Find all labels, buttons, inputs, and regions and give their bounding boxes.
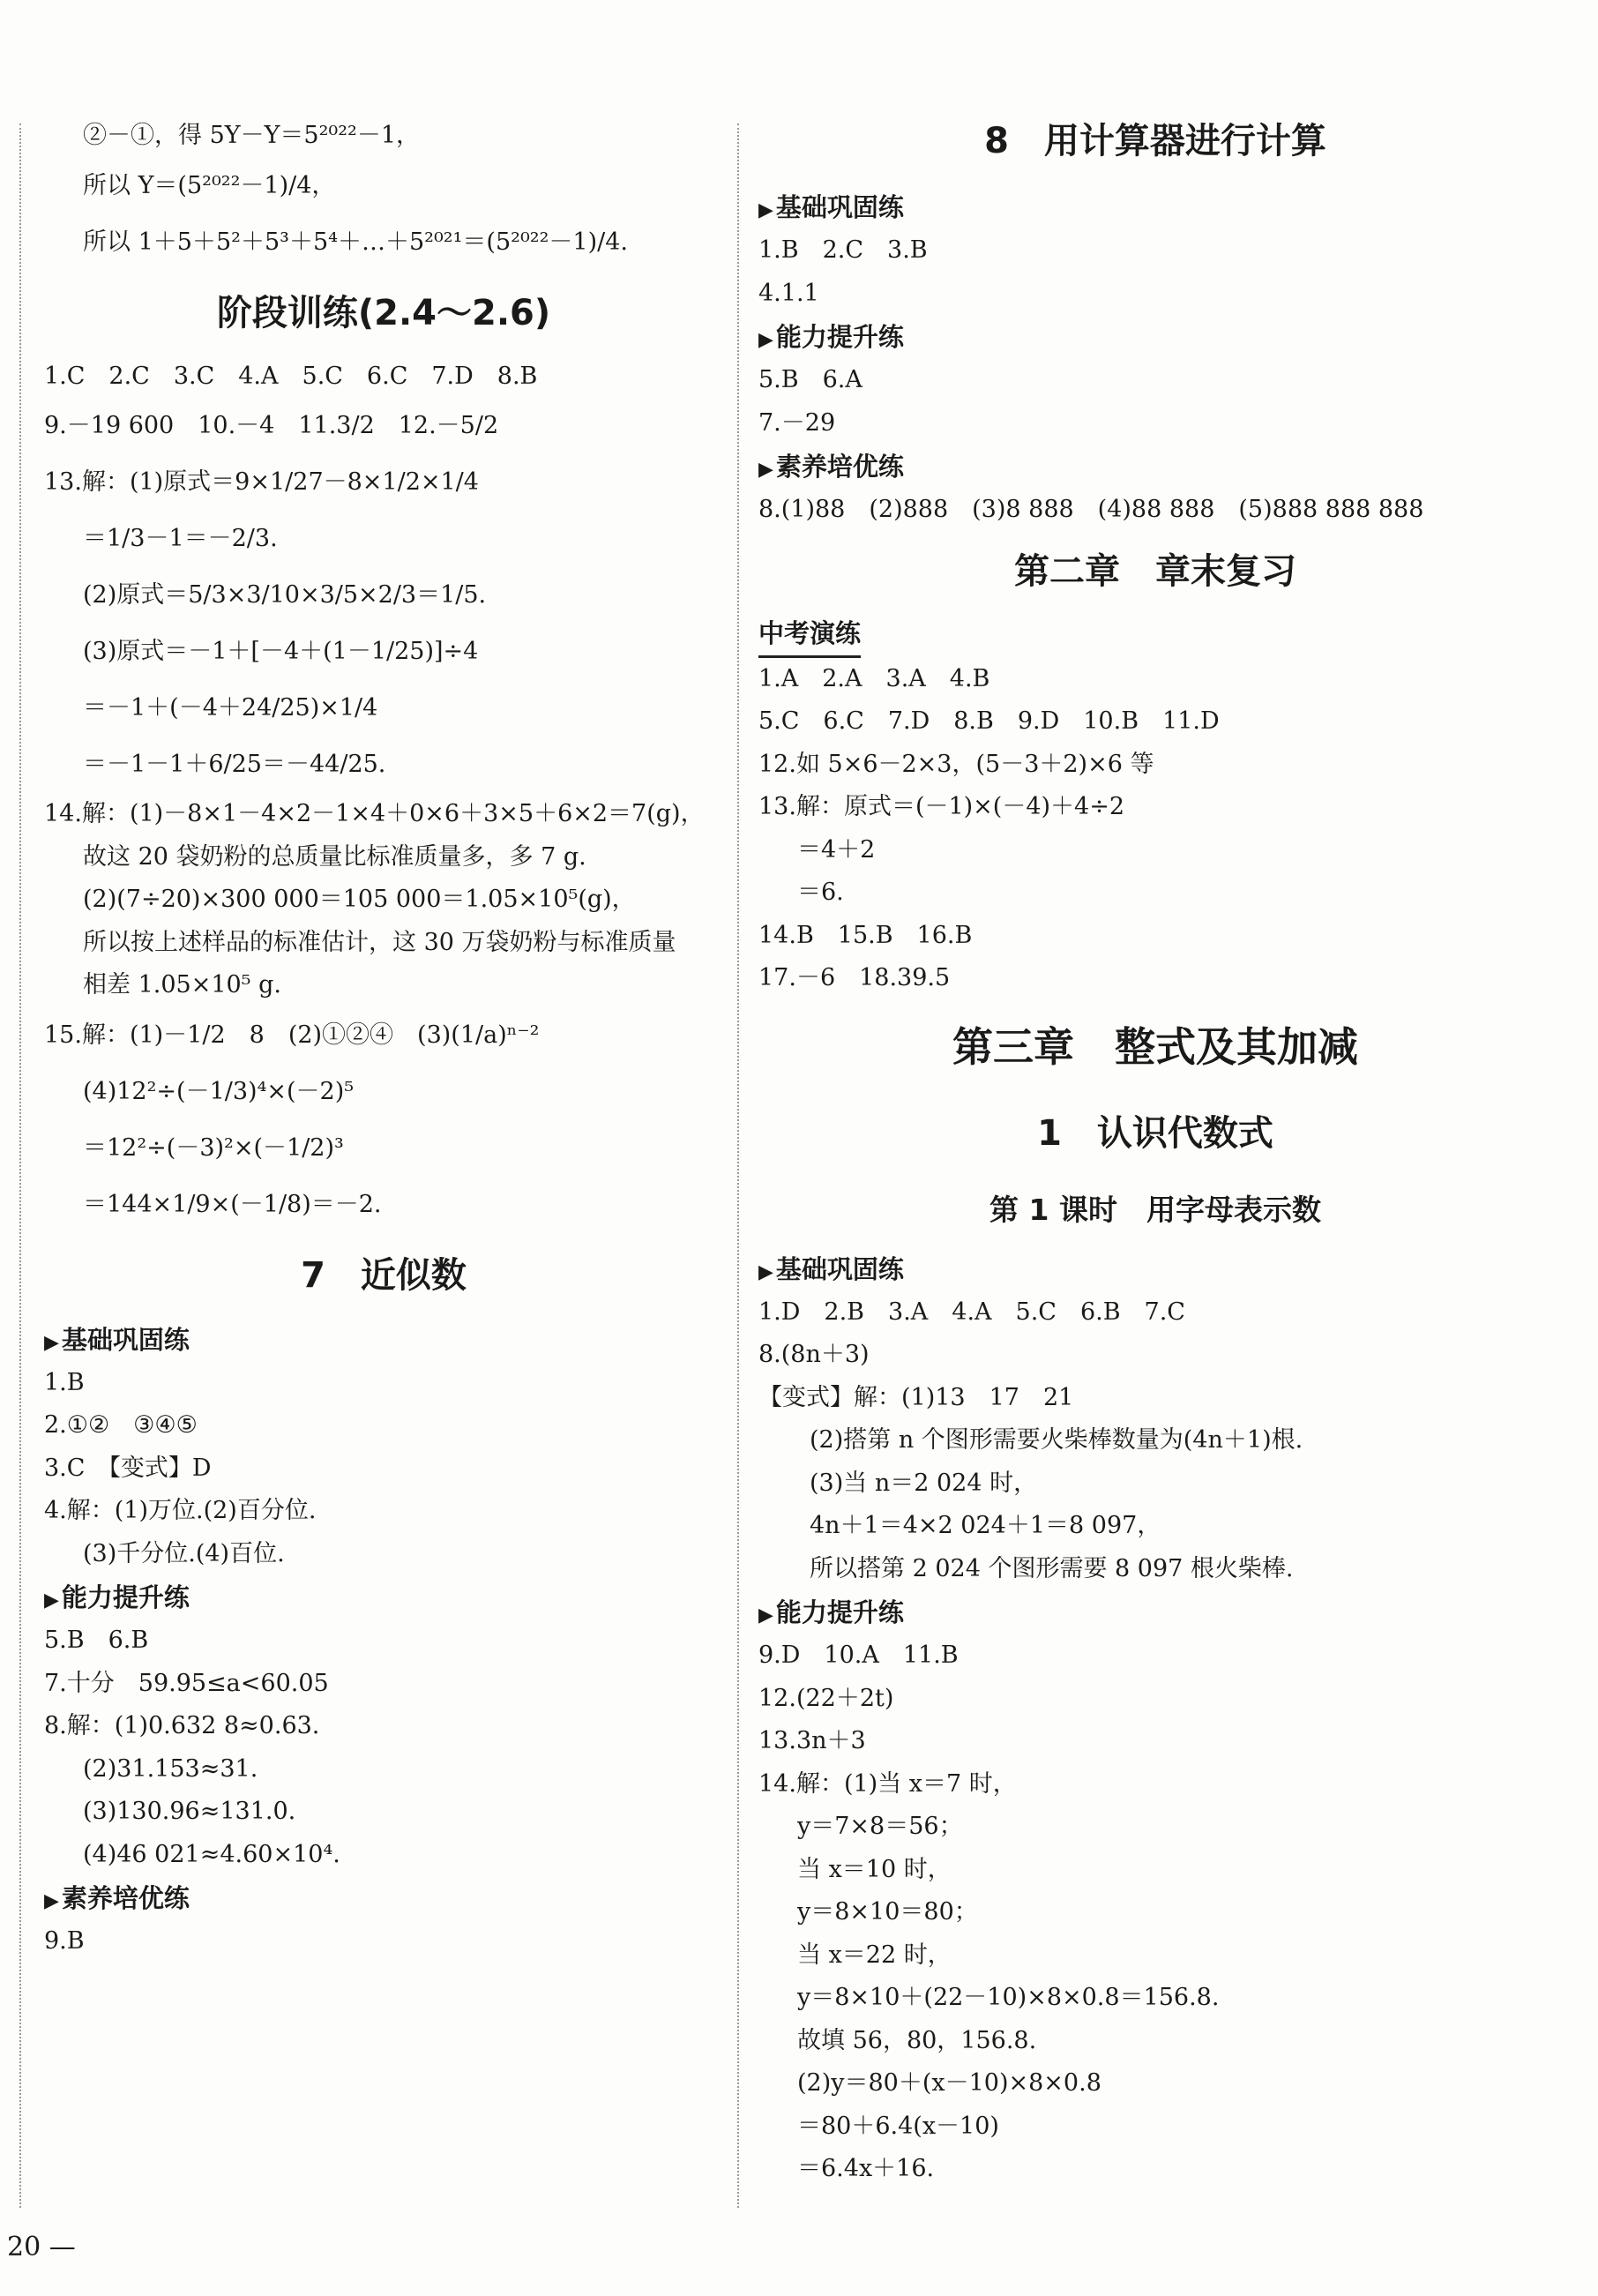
play-icon: ▶ (758, 1260, 773, 1283)
answer-line: 5.B 6.B (44, 1627, 149, 1654)
answer-line: 7.－29 (758, 408, 836, 437)
stage-title: 阶段训练(2.4～2.6) (216, 292, 551, 333)
answer-line: ＝－1＋(－4＋24/25)×1/4 (83, 694, 378, 722)
answer-line: 2.①② ③④⑤ (44, 1411, 198, 1439)
subsection-heading: ▶ 基础巩固练 (44, 1324, 190, 1355)
answer-line: (2)搭第 n 个图形需要火柴棒数量为(4n＋1)根. (810, 1426, 1303, 1454)
intro-line: 所以 Y＝(5²⁰²²－1)/4， (83, 171, 336, 199)
subsection-heading: ▶ 基础巩固练 (758, 1253, 904, 1284)
subsection-heading: ▶ 基础巩固练 (758, 192, 904, 222)
play-icon: ▶ (758, 1604, 773, 1627)
answer-line: (4)12²÷(－1/3)⁴×(－2)⁵ (83, 1077, 355, 1105)
answer-line: (2)(7÷20)×300 000＝105 000＝1.05×10⁵(g)， (83, 886, 636, 913)
answer-line: 12.如 5×6－2×3，(5－3＋2)×6 等 (758, 750, 1154, 778)
play-icon: ▶ (44, 1589, 59, 1612)
answer-line: 4n＋1＝4×2 024＋1＝8 097， (810, 1512, 1161, 1539)
answer-line: ＝4＋2 (797, 835, 876, 864)
section-title: 1 认识代数式 (1037, 1112, 1273, 1154)
answer-line: 4.解：(1)万位.(2)百分位. (44, 1497, 317, 1524)
answer-line: (3)130.96≈131.0. (83, 1798, 296, 1825)
answer-line: ＝6.4x＋16. (797, 2155, 935, 2182)
right-column (758, 115, 1552, 2191)
play-icon: ▶ (758, 459, 773, 481)
answer-line: 1.B (44, 1368, 85, 1396)
answer-line: 14.B 15.B 16.B (758, 921, 973, 949)
chapter-title: 第三章 整式及其加减 (952, 1022, 1358, 1071)
answer-line: 8.(1)88 (2)888 (3)8 888 (4)88 888 (5)888 888 888 (758, 496, 1424, 523)
play-icon: ▶ (758, 329, 773, 351)
answer-line: 15.解：(1)－1/2 8 (2)①②④ (3)(1/a)ⁿ⁻² (44, 1021, 540, 1049)
answer-line: 9.D 10.A 11.B (758, 1642, 959, 1669)
answer-line: (3)当 n＝2 024 时， (810, 1469, 1038, 1497)
answer-line: ＝80＋6.4(x－10) (797, 2112, 999, 2140)
answer-line: y＝8×10＝80； (797, 1898, 978, 1926)
answer-line: (4)46 021≈4.60×10⁴. (83, 1840, 340, 1868)
answer-line: 8.解：(1)0.632 8≈0.63. (44, 1712, 320, 1739)
column-divider (737, 123, 739, 2208)
answer-line: 12.(22＋2t) (758, 1684, 894, 1712)
zhongkao-heading: 中考演练 (758, 611, 861, 658)
answer-line: 4.1.1 (758, 279, 819, 307)
answer-line: 当 x＝10 时， (797, 1855, 952, 1883)
play-icon: ▶ (758, 199, 773, 221)
answer-line: 14.解：(1)－8×1－4×2－1×4＋0×6＋3×5＋6×2＝7(g)， (44, 800, 705, 827)
answer-line: ＝12²÷(－3)²×(－1/2)³ (83, 1133, 344, 1162)
answer-line: 5.C 6.C 7.D 8.B 9.D 10.B 11.D (758, 707, 1220, 735)
answer-line: 1.D 2.B 3.A 4.A 5.C 6.B 7.C (758, 1298, 1185, 1326)
answer-line: (3)原式＝－1＋[－4＋(1－1/25)]÷4 (83, 638, 479, 665)
page-number: 20 — (7, 2232, 76, 2262)
answer-line: 5.B 6.A (758, 366, 862, 393)
answer-line: 3.C 【变式】D (44, 1454, 212, 1482)
answer-line: 所以按上述样品的标准估计，这 30 万袋奶粉与标准质量 (83, 928, 676, 956)
answer-line: 13.3n＋3 (758, 1727, 866, 1754)
chapter-review-title: 第二章 章末复习 (1014, 550, 1296, 592)
play-icon: ▶ (44, 1331, 59, 1354)
answer-line: 9.B (44, 1927, 85, 1955)
intro-line: ②－①，得 5Y－Y＝5²⁰²²－1， (83, 122, 421, 149)
subsection-heading: ▶ 能力提升练 (44, 1582, 190, 1612)
answer-line: 7.十分 59.95≤a<60.05 (44, 1669, 329, 1697)
answer-line: 8.(8n＋3) (758, 1341, 870, 1368)
intro-line: 所以 1＋5＋5²＋5³＋5⁴＋…＋5²⁰²¹＝(5²⁰²²－1)/4. (83, 228, 628, 256)
answer-line: 9.－19 600 10.－4 11.3/2 12.－5/2 (44, 412, 499, 439)
subsection-heading: ▶ 素养培优练 (44, 1883, 190, 1913)
subsection-heading: ▶ 能力提升练 (758, 1597, 904, 1627)
section-title: 7 近似数 (301, 1254, 467, 1296)
answer-line: 1.A 2.A 3.A 4.B (758, 664, 990, 692)
answer-line: 所以搭第 2 024 个图形需要 8 097 根火柴棒. (810, 1554, 1294, 1582)
section-title: 8 用计算器进行计算 (984, 121, 1326, 161)
answer-line: 故填 56，80，156.8. (797, 2026, 1037, 2054)
answer-line: y＝8×10＋(22－10)×8×0.8＝156.8. (797, 1984, 1220, 2011)
left-margin-rule (19, 123, 21, 2208)
answer-line: 14.解：(1)当 x＝7 时， (758, 1769, 1017, 1798)
answer-line: ＝1/3－1＝－2/3. (83, 525, 278, 552)
answer-line: (2)y＝80＋(x－10)×8×0.8 (797, 2069, 1101, 2097)
answer-line: 1.C 2.C 3.C 4.A 5.C 6.C 7.D 8.B (44, 362, 538, 390)
answer-line: 【变式】解：(1)13 17 21 (758, 1383, 1074, 1411)
answer-line: y＝7×8＝56； (797, 1813, 963, 1840)
subsection-heading: ▶ 素养培优练 (758, 452, 904, 482)
answer-line: 17.－6 18.39.5 (758, 964, 951, 991)
answer-line: (3)千分位.(4)百位. (83, 1539, 285, 1567)
left-column (44, 115, 723, 1963)
answer-line: (2)31.153≈31. (83, 1754, 258, 1783)
answer-line: 相差 1.05×10⁵ g. (83, 971, 281, 998)
answer-line: 13.解：原式＝(－1)×(－4)＋4÷2 (758, 793, 1125, 820)
lesson-title: 第 1 课时 用字母表示数 (989, 1192, 1321, 1227)
answer-line: 1.B 2.C 3.B (758, 236, 928, 264)
answer-line: ＝－1－1＋6/25＝－44/25. (83, 751, 386, 778)
subsection-heading: ▶ 能力提升练 (758, 322, 904, 352)
answer-line: (2)原式＝5/3×3/10×3/5×2/3＝1/5. (83, 581, 487, 609)
answer-line: 故这 20 袋奶粉的总质量比标准质量多，多 7 g. (83, 842, 586, 871)
answer-line: ＝6. (797, 879, 844, 906)
play-icon: ▶ (44, 1890, 59, 1912)
answer-line: 13.解：(1)原式＝9×1/27－8×1/2×1/4 (44, 468, 479, 496)
answer-line: ＝144×1/9×(－1/8)＝－2. (83, 1190, 382, 1218)
answer-line: 当 x＝22 时， (797, 1941, 952, 1969)
